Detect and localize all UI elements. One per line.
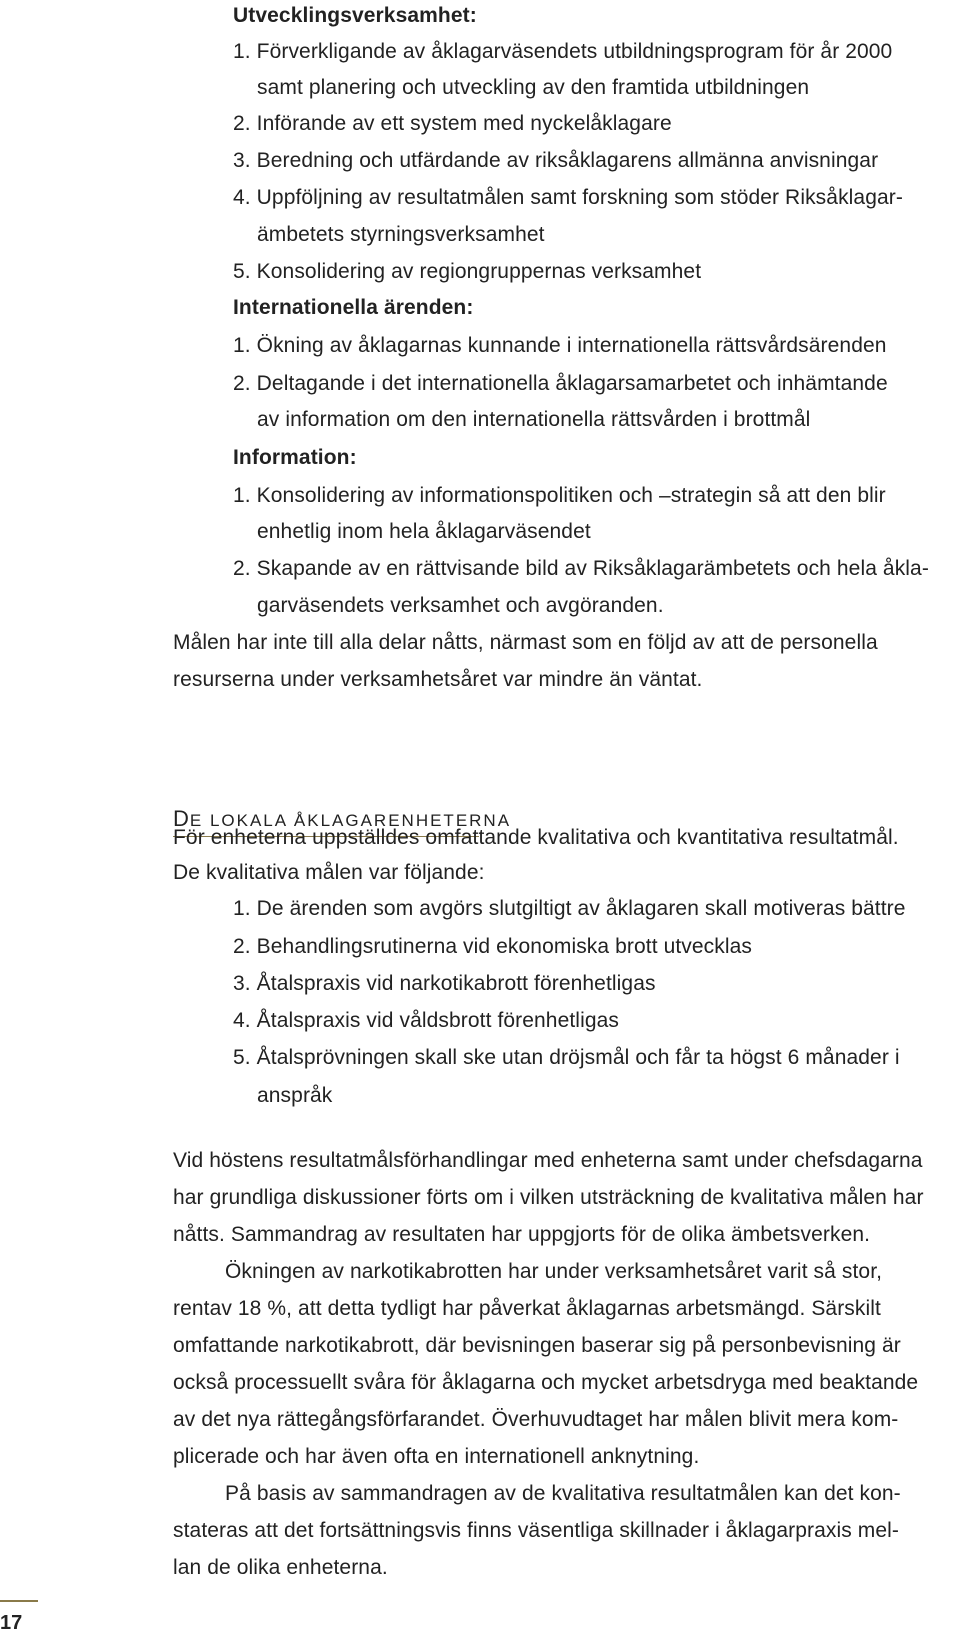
paragraph-line: av det nya rättegångsförfarandet. Överhuvudtaget har målen blivit mera kom-: [173, 1408, 899, 1431]
list-item: samt planering och utveckling av den framtida utbildningen: [257, 76, 810, 99]
development-heading: Utvecklingsverksamhet:: [233, 4, 477, 27]
list-item: anspråk: [257, 1084, 333, 1107]
paragraph-line: stateras att det fortsättningsvis finns väsentliga skillnader i åklagarpraxis mel-: [173, 1519, 900, 1542]
summary-line: Målen har inte till alla delar nåtts, närmast som en följd av att de personella: [173, 631, 878, 654]
paragraph-line: också processuellt svåra för åklagarna och mycket arbetsdryga med beaktande: [173, 1371, 919, 1394]
list-item: 5. Konsolidering av regiongruppernas verksamhet: [233, 260, 702, 283]
list-item: 4. Åtalspraxis vid våldsbrott förenhetligas: [233, 1009, 619, 1032]
list-item: 3. Beredning och utfärdande av riksåklagarens allmänna anvisningar: [233, 149, 879, 172]
paragraph-line: omfattande narkotikabrott, där bevisningen baserar sig på personbevisning är: [173, 1334, 901, 1357]
list-item: 2. Införande av ett system med nyckelåklagare: [233, 112, 672, 135]
intro-line: För enheterna uppställdes omfattande kvalitativa och kvantitativa resultatmål.: [173, 826, 899, 849]
section-heading-initial: D: [173, 806, 190, 831]
paragraph-line: nåtts. Sammandrag av resultaten har uppgjorts för de olika ämbetsverken.: [173, 1223, 871, 1246]
page-number: 17: [0, 1612, 23, 1634]
list-item: 2. Behandlingsrutinerna vid ekonomiska brott utvecklas: [233, 935, 753, 958]
list-item: 1. Förverkligande av åklagarväsendets utbildningsprogram för år 2000: [233, 40, 893, 63]
list-item: 2. Deltagande i det internationella åklagarsamarbetet och inhämtande: [233, 372, 888, 395]
paragraph-line: På basis av sammandragen av de kvalitativa resultatmålen kan det kon-: [225, 1482, 901, 1505]
list-item: 5. Åtalsprövningen skall ske utan dröjsmål och får ta högst 6 månader i: [233, 1046, 900, 1069]
list-item: 4. Uppföljning av resultatmålen samt forskning som stöder Riksåklagar-: [233, 186, 903, 209]
paragraph-line: plicerade och har även ofta en internationell anknytning.: [173, 1445, 700, 1468]
paragraph-line: har grundliga diskussioner förts om i vilken utsträckning de kvalitativa målen har: [173, 1186, 924, 1209]
list-item: av information om den internationella rättsvården i brottmål: [257, 408, 811, 431]
list-item: 2. Skapande av en rättvisande bild av Riksåklagarämbetets och hela åkla-: [233, 557, 929, 580]
information-heading: Information:: [233, 446, 357, 469]
section-heading-rest: E LOKALA ÅKLAGARENHETERNA: [189, 811, 512, 830]
list-item: 1. Ökning av åklagarnas kunnande i internationella rättsvårdsärenden: [233, 334, 887, 357]
list-item: 1. Konsolidering av informationspolitiken och –strategin så att den blir: [233, 484, 886, 507]
paragraph-line: lan de olika enheterna.: [173, 1556, 388, 1579]
paragraph-line: Vid höstens resultatmålsförhandlingar med enheterna samt under chefsdagarna: [173, 1149, 923, 1172]
list-item: garväsendets verksamhet och avgöranden.: [257, 594, 664, 617]
list-item: ämbetets styrningsverksamhet: [257, 223, 545, 246]
page-number-rule: [0, 1600, 38, 1602]
international-heading: Internationella ärenden:: [233, 296, 474, 319]
list-item: enhetlig inom hela åklagarväsendet: [257, 520, 591, 543]
intro-line: De kvalitativa målen var följande:: [173, 861, 485, 884]
paragraph-line: Ökningen av narkotikabrotten har under verksamhetsåret varit så stor,: [225, 1260, 883, 1283]
paragraph-line: rentav 18 %, att detta tydligt har påverkat åklagarnas arbetsmängd. Särskilt: [173, 1297, 881, 1320]
summary-line: resurserna under verksamhetsåret var mindre än väntat.: [173, 668, 703, 691]
list-item: 1. De ärenden som avgörs slutgiltigt av åklagaren skall motiveras bättre: [233, 897, 906, 920]
list-item: 3. Åtalspraxis vid narkotikabrott förenhetligas: [233, 972, 656, 995]
